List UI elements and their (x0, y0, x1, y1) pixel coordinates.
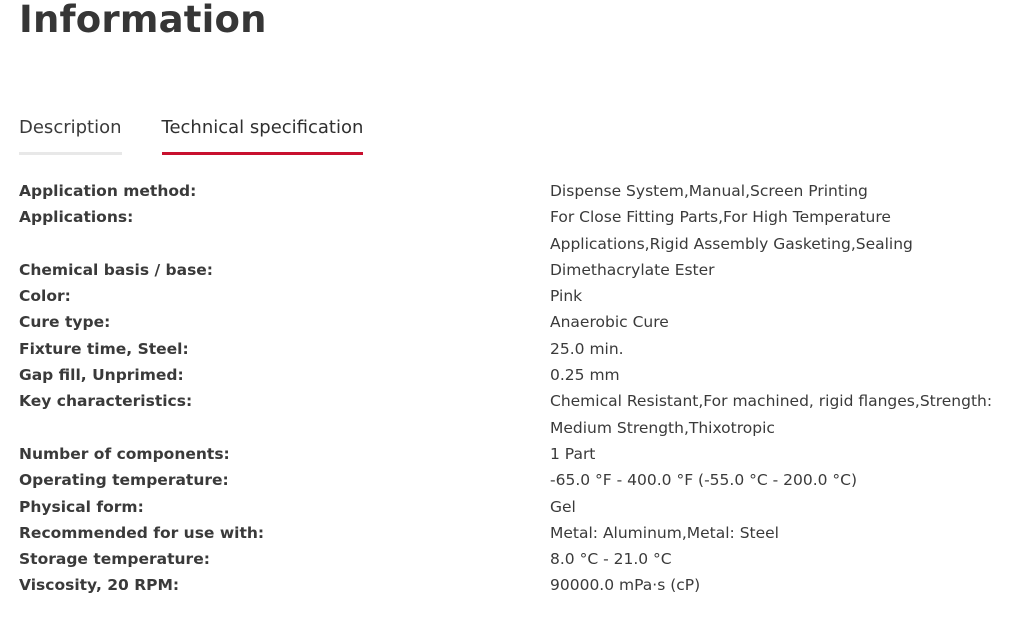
spec-label: Recommended for use with: (19, 523, 265, 542)
spec-row-fixture-time (19, 336, 1029, 362)
spec-value: Pink (550, 287, 583, 306)
spec-row-chemical-basis (19, 257, 1029, 283)
spec-value: Gel (550, 497, 576, 516)
tab-description[interactable]: Description (19, 116, 122, 155)
spec-row-physical-form (19, 494, 1029, 520)
spec-label: Applications: (19, 208, 134, 227)
spec-row-storage-temperature (19, 546, 1029, 572)
spec-row-gap-fill (19, 362, 1029, 388)
spec-row-color (19, 283, 1029, 309)
spec-label: Viscosity, 20 RPM: (19, 576, 180, 595)
spec-label: Gap fill, Unprimed: (19, 366, 184, 385)
spec-label: Color: (19, 287, 71, 306)
spec-value: Anaerobic Cure (550, 313, 669, 332)
spec-label: Operating temperature: (19, 471, 229, 490)
spec-table (19, 178, 1029, 599)
spec-row-viscosity (19, 572, 1029, 598)
spec-value: 25.0 min. (550, 339, 624, 358)
spec-row-recommended-for-use-with (19, 520, 1029, 546)
tab-technical-specification[interactable]: Technical specification (162, 116, 364, 155)
spec-value: Chemical Resistant,For machined, rigid flanges,Strength: Medium Strength,Thixotropic (550, 392, 993, 437)
spec-value: 90000.0 mPa·s (cP) (550, 576, 701, 595)
spec-label: Application method: (19, 182, 197, 200)
spec-label: Fixture time, Steel: (19, 339, 189, 358)
spec-value: Metal: Aluminum,Metal: Steel (550, 523, 779, 542)
spec-row-applications (19, 204, 1029, 257)
spec-row-cure-type (19, 309, 1029, 335)
spec-value: 0.25 mm (550, 366, 620, 385)
spec-label: Key characteristics: (19, 392, 193, 411)
spec-value: Dispense System,Manual,Screen Printing (550, 182, 868, 200)
spec-row-number-of-components (19, 441, 1029, 467)
spec-row-operating-temperature (19, 467, 1029, 493)
spec-value: -65.0 °F - 400.0 °F (-55.0 °C - 200.0 °C) (550, 471, 858, 490)
spec-row-application-method (19, 178, 1029, 204)
section-title: Information (19, 0, 267, 41)
tab-bar (19, 116, 363, 155)
spec-label: Storage temperature: (19, 550, 210, 569)
spec-label: Cure type: (19, 313, 111, 332)
spec-value: 1 Part (550, 444, 596, 463)
spec-label: Physical form: (19, 497, 144, 516)
spec-value: 8.0 °C - 21.0 °C (550, 550, 672, 569)
spec-row-key-characteristics (19, 388, 1029, 441)
spec-value: Dimethacrylate Ester (550, 260, 715, 279)
spec-label: Number of components: (19, 444, 230, 463)
spec-label: Chemical basis / base: (19, 260, 214, 279)
spec-value: For Close Fitting Parts,For High Temperature Applications,Rigid Assembly Gasketing,Sealing (550, 208, 913, 253)
